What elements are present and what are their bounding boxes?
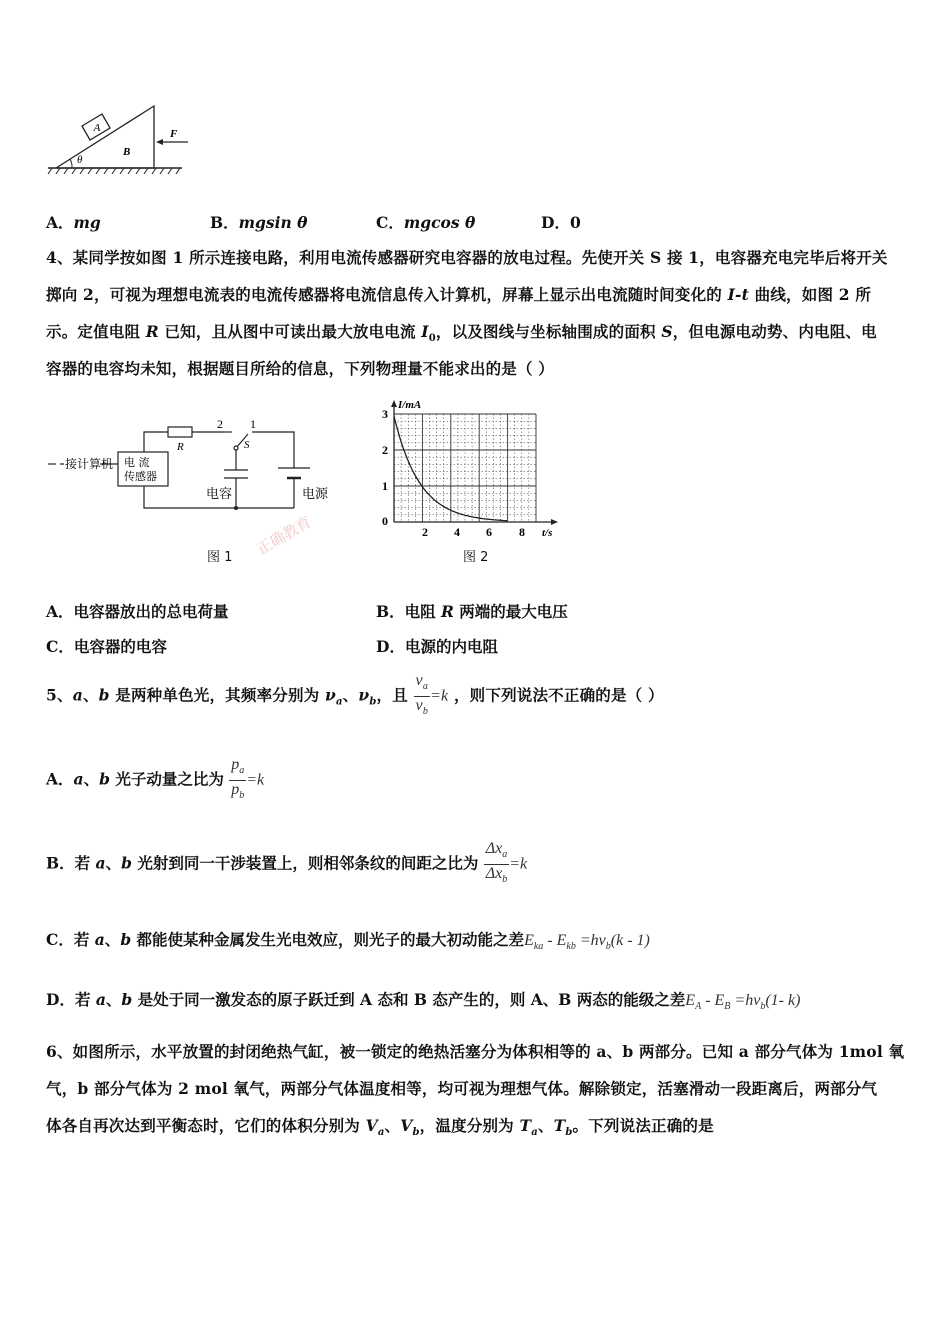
q4-option-c-text: 电容器的电容	[73, 637, 167, 656]
q5-post: ，则下列说法不正确的是（ ）	[453, 685, 664, 705]
q3-option-c-key: C．	[376, 213, 404, 232]
q4-l3h: ，但电源电动势、内电阻、电	[672, 322, 877, 341]
q5-fd-sub: b	[422, 706, 429, 717]
q4-option-b-r: R	[441, 602, 454, 621]
q4-l3a: 示。定值电阻	[46, 322, 146, 341]
q4-option-b-key: B．	[376, 602, 405, 621]
q5-a-t4: 光子动量之比为	[109, 769, 224, 789]
block-a-label: A	[93, 122, 101, 134]
q4-l2c: 曲线，如图 2 所	[749, 285, 872, 304]
q4-option-a-key: A．	[46, 602, 74, 621]
q3-option-c[interactable]	[376, 211, 475, 233]
q4-option-c[interactable]	[46, 635, 167, 657]
q5-d-s3: b	[760, 1001, 766, 1012]
q4-option-a[interactable]	[46, 600, 229, 622]
q5-c-t4: 都能使某种金属发生光电效应，则光子的最大初动能之差	[131, 930, 525, 949]
q5-b-fn-sub: a	[502, 849, 508, 860]
q3-option-d-key: D．	[541, 213, 570, 232]
circuit-figure	[44, 408, 344, 568]
q6-stem-line-3	[46, 1114, 714, 1138]
q5-sep-2: 、	[342, 685, 359, 705]
q5-vb-sub: b	[369, 696, 377, 708]
q4-l3e: 0	[428, 333, 436, 344]
q5-b-fraction	[484, 840, 510, 889]
q5-a-fd-sub: b	[239, 790, 245, 801]
q5-option-a[interactable]	[46, 756, 264, 805]
q5-a-fn: p	[231, 756, 240, 773]
y-tick-0: 0	[382, 514, 388, 528]
q4-option-d-key: D．	[376, 637, 405, 656]
watermark: 正确教育	[253, 512, 315, 559]
q5-a-fraction	[229, 756, 246, 805]
q4-stem-line-3	[46, 320, 877, 344]
label-capacitor: 电容	[206, 487, 233, 502]
q5-eqk: =k	[430, 687, 449, 705]
q5-va: ν	[324, 685, 336, 705]
q3-option-a-key: A．	[46, 213, 74, 232]
q6-ta: T	[519, 1116, 532, 1135]
q5-b-fn: Δx	[485, 840, 503, 857]
q5-c-m2: =hν	[575, 932, 606, 949]
label-resistor: R	[177, 441, 184, 453]
q6-tb-sub: b	[565, 1127, 573, 1138]
q6-sep-2: 、	[537, 1116, 554, 1135]
q5-d-key: D．	[46, 990, 75, 1009]
wedge-b-label: B	[123, 146, 131, 158]
q5-c-formula	[524, 932, 650, 952]
q5-d-t4: 是处于同一激发态的原子跃迁到 A 态和 B 态产生的，则 A、B 两态的能级之差	[132, 990, 686, 1009]
current-time-graph	[376, 396, 566, 542]
q5-d-f0: E	[685, 992, 696, 1009]
q5-c-s2: kb	[566, 941, 576, 952]
q4-option-c-key: C．	[46, 637, 74, 656]
q5-b-key: B．	[46, 853, 75, 873]
q5-c-t2: 、	[104, 930, 121, 949]
q4-l3d: I	[421, 322, 429, 341]
y-tick-3: 3	[382, 407, 388, 421]
x-tick-6: 6	[486, 525, 492, 539]
label-sensor-2: 传感器	[124, 470, 157, 483]
q5-c-m3: (k - 1)	[610, 932, 650, 949]
q5-mid: 是两种单色光，其频率分别为	[109, 685, 325, 705]
y-tick-1: 1	[382, 479, 388, 493]
q4-option-a-text: 电容器放出的总电荷量	[73, 602, 229, 621]
q5-b: b	[98, 685, 110, 705]
q5-a-fd: p	[231, 781, 240, 798]
q5-fd: ν	[415, 697, 423, 714]
q4-option-b[interactable]	[376, 600, 568, 622]
label-sensor-1: 电 流	[124, 456, 150, 469]
q5-a-key: A．	[46, 769, 74, 789]
q5-fn-sub: a	[422, 681, 429, 692]
q5-qie: ，且	[376, 685, 408, 705]
q3-option-a[interactable]	[46, 211, 101, 233]
q6-vb-sub: b	[412, 1127, 420, 1138]
y-axis-label: I/mA	[398, 399, 422, 411]
q4-stem-line-2	[46, 283, 871, 305]
label-switch-s: S	[244, 439, 250, 451]
q4-l3f: ，以及图线与坐标轴围成的面积	[435, 322, 662, 341]
q4-option-d[interactable]	[376, 635, 498, 657]
q5-d-formula	[685, 992, 801, 1012]
q3-option-c-text: mgcos θ	[403, 213, 476, 232]
q5-option-c[interactable]	[46, 928, 650, 952]
q5-b-fd-sub: b	[502, 874, 508, 885]
q4-l2a: 掷向 2，可视为理想电流表的电流传感器将电流信息传入计算机，屏幕上显示出电流随时间变化的	[46, 285, 728, 304]
q5-d-t3: b	[121, 990, 133, 1009]
q5-c-s3: b	[605, 941, 611, 952]
q5-a-t2: 、	[83, 769, 100, 789]
force-f-label: F	[170, 128, 178, 140]
q3-option-b-text: mgsin θ	[238, 213, 308, 232]
q3-option-a-text: mg	[73, 213, 101, 232]
q5-d-t0: 若	[74, 990, 96, 1009]
q6-stem-line-2: 气，b 部分气体为 2 mol 氧气，两部分气体温度相等，均可视为理想气体。解除锁定，活塞滑动一段距离后，两部分气	[46, 1079, 878, 1098]
fig2-caption: 图 2	[463, 550, 489, 565]
q5-c-f0: E	[524, 932, 534, 949]
x-axis-label: t/s	[542, 527, 553, 539]
q6-va: V	[365, 1116, 378, 1135]
q5-d-m2: =hν	[730, 992, 761, 1009]
q5-a-fn-sub: a	[239, 765, 245, 776]
q5-vb: ν	[358, 685, 370, 705]
q5-d-m3: (1- k)	[765, 992, 801, 1009]
q5-a-t1: a	[73, 769, 84, 789]
q3-option-b-key: B．	[210, 213, 239, 232]
graph-grid	[394, 414, 536, 522]
q5-fn: ν	[415, 672, 423, 689]
q5-d-t2: 、	[105, 990, 122, 1009]
q4-option-b-text: 电阻	[404, 602, 442, 621]
q5-c-t0: 若	[73, 930, 95, 949]
q5-b-t0: 若	[74, 853, 96, 873]
q5-c-m1: - E	[543, 932, 567, 949]
q5-a-t3: b	[99, 769, 110, 789]
q6-stem-line-1: 6、如图所示，水平放置的封闭绝热气缸，被一锁定的绝热活塞分为体积相等的 a、b 两部分。已知 a 部分气体为 1mol 氧	[46, 1042, 905, 1061]
q6-vb: V	[400, 1116, 413, 1135]
q5-b-t1: a	[95, 853, 106, 873]
q5-c-t3: b	[120, 930, 132, 949]
q3-option-d[interactable]	[541, 211, 581, 233]
q5-d-s2: B	[724, 1001, 731, 1012]
q3-option-b[interactable]	[210, 211, 307, 233]
q5-a-eq: =k	[246, 771, 265, 789]
q4-l3b: R	[145, 322, 159, 341]
q6-ta-sub: a	[531, 1127, 538, 1138]
q5-c-t1: a	[94, 930, 105, 949]
q6-tb: T	[553, 1116, 566, 1135]
label-computer: 接计算机	[65, 457, 114, 471]
q6-l3c: 。下列说法正确的是	[572, 1116, 714, 1135]
q5-c-s1: ka	[533, 941, 544, 952]
q4-option-d-text: 电源的内电阻	[404, 637, 498, 656]
q4-stem-line-4: 容器的电容均未知，根据题目所给的信息，下列物理量不能求出的是（ ）	[46, 359, 554, 378]
q6-l3a: 体各自再次达到平衡态时，它们的体积分别为	[46, 1116, 366, 1135]
q5-b-fd: Δx	[485, 865, 503, 882]
q6-l3b: ，温度分别为	[419, 1116, 520, 1135]
q5-b-t2: 、	[105, 853, 122, 873]
q5-pre: 5、	[46, 685, 73, 705]
label-contact-2: 2	[217, 417, 223, 431]
q3-option-d-text: 0	[569, 213, 581, 232]
q5-b-eq: =k	[509, 855, 528, 873]
q4-l2b: I-t	[727, 285, 750, 304]
q4-option-b-tail: 两端的最大电压	[453, 602, 568, 621]
q5-frequency-ratio	[414, 672, 431, 721]
q5-a: a	[72, 685, 83, 705]
x-tick-8: 8	[519, 525, 525, 539]
q6-va-sub: a	[377, 1127, 385, 1138]
q5-b-t3: b	[121, 853, 132, 873]
q6-sep: 、	[384, 1116, 401, 1135]
label-contact-1: 1	[250, 417, 256, 431]
theta-label: θ	[77, 154, 83, 166]
q5-option-d[interactable]	[46, 988, 800, 1012]
q5-sep: 、	[82, 685, 99, 705]
q5-va-sub: a	[335, 696, 343, 708]
incline-figure	[44, 100, 194, 178]
q5-b-t4: 光射到同一干涉装置上，则相邻条纹的间距之比为	[131, 853, 479, 873]
q5-stem	[46, 672, 664, 721]
q5-d-t1: a	[95, 990, 106, 1009]
x-tick-4: 4	[454, 525, 460, 539]
q4-stem-line-1: 4、某同学按如图 1 所示连接电路，利用电流传感器研究电容器的放电过程。先使开关 S 接 1，电容器充电完毕后将开关	[46, 248, 888, 267]
label-source: 电源	[302, 487, 329, 502]
fig1-caption: 图 1	[207, 550, 233, 565]
q5-d-s1: A	[695, 1001, 702, 1012]
q5-option-b[interactable]	[46, 840, 527, 889]
q5-c-key: C．	[46, 930, 74, 949]
q4-l3g: S	[661, 322, 673, 341]
x-tick-2: 2	[422, 525, 428, 539]
y-tick-2: 2	[382, 443, 388, 457]
q4-l3c: 已知，且从图中可读出最大放电电流	[158, 322, 422, 341]
q5-d-m1: - E	[701, 992, 725, 1009]
